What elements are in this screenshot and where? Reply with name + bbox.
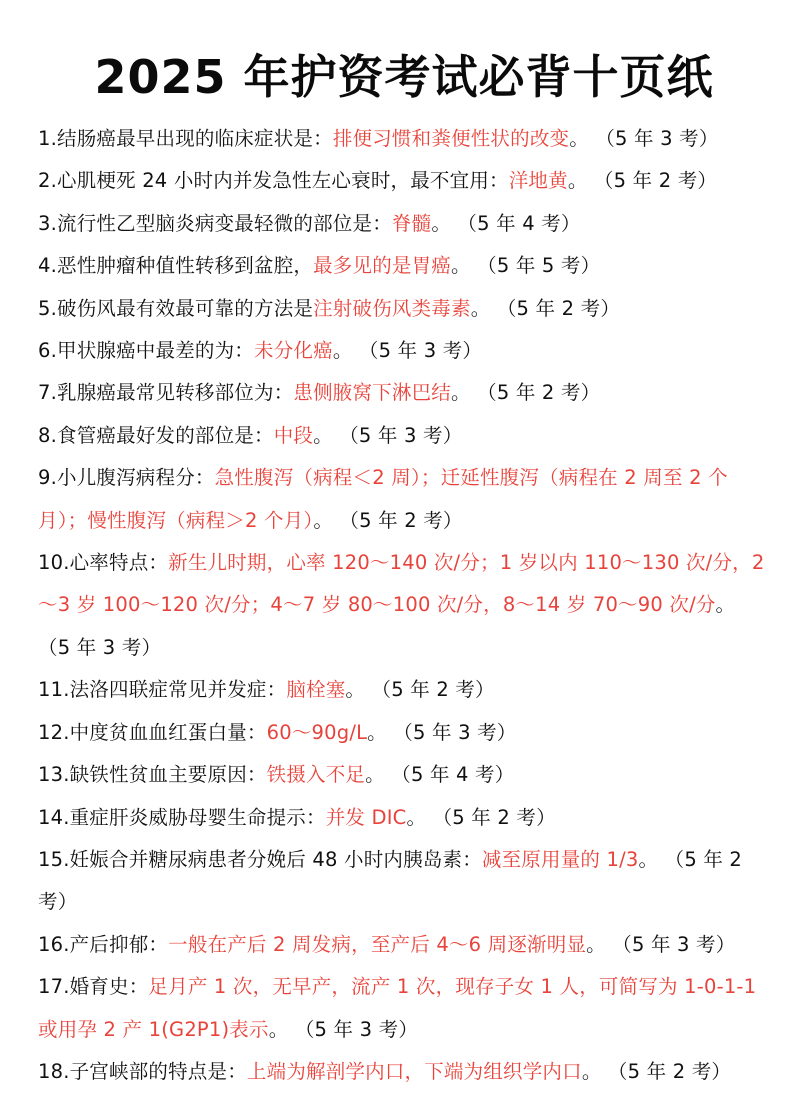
list-item	[38, 203, 770, 245]
list-item	[38, 372, 770, 414]
list-item	[38, 330, 770, 372]
item-frequency: 。 （5 年 4 考）	[431, 211, 581, 235]
item-frequency: 。 （5 年 3 考）	[332, 339, 483, 363]
item-frequency: 。 （5 年 2 考）	[406, 805, 556, 829]
item-answer: 急性腹泻（病程＜2 周）；迁延性腹泻（病程在 2 周至 2 个月）；慢性腹泻（病程＞2 个月）	[38, 466, 728, 532]
item-frequency: 。 （5 年 2 考）	[581, 1059, 732, 1083]
item-list	[38, 118, 770, 1093]
list-item	[38, 924, 770, 966]
item-frequency: 。 （5 年 2 考）	[345, 678, 495, 702]
item-question: 12.中度贫血血红蛋白量：	[38, 720, 267, 744]
list-item	[38, 1051, 770, 1093]
item-frequency: 。 （5 年 5 考）	[451, 254, 601, 278]
item-question: 17.婚育史：	[38, 975, 149, 999]
item-question: 11.法洛四联症常见并发症：	[38, 678, 287, 702]
item-answer: 注射破伤风类毒素	[313, 296, 471, 320]
item-frequency: 。 （5 年 3 考）	[313, 423, 463, 447]
list-item	[38, 160, 770, 202]
item-answer: 脑栓塞	[286, 678, 346, 702]
item-frequency: 。 （5 年 3 考）	[569, 127, 719, 150]
item-frequency: 。 （5 年 3 考）	[38, 593, 736, 659]
item-answer: 一般在产后 2 周发病，至产后 4～6 周逐渐明显	[168, 932, 587, 956]
item-answer: 患侧腋窝下淋巴结	[293, 381, 452, 405]
item-question: 7.乳腺癌最常见转移部位为：	[38, 381, 294, 405]
item-frequency: 。 （5 年 2 考）	[567, 169, 718, 193]
list-item	[38, 712, 770, 754]
item-question: 15.妊娠合并糖尿病患者分娩后 48 小时内胰岛素：	[38, 847, 482, 871]
item-frequency: 。 （5 年 3 考）	[586, 932, 736, 956]
item-question: 1.结肠癌最早出现的临床症状是：	[38, 127, 333, 150]
item-answer: 足月产 1 次，无早产，流产 1 次，现存子女 1 人，可简写为 1-0-1-1 或用孕 2 产 1(G2P1)表示	[38, 975, 757, 1041]
page-title: 2025 年护资考试必背十页纸	[94, 50, 714, 104]
item-question: 8.食管癌最好发的部位是：	[38, 423, 274, 447]
list-item	[38, 245, 770, 287]
item-answer: 中段	[273, 423, 314, 447]
list-item	[38, 966, 770, 1051]
list-item	[38, 542, 770, 669]
item-frequency: 。 （5 年 2 考）	[470, 296, 621, 320]
item-question: 4.恶性肿瘤种值性转移到盆腔，	[38, 254, 314, 278]
list-item	[38, 754, 770, 796]
list-item	[38, 457, 770, 542]
item-frequency: 。 （5 年 2 考）	[313, 508, 463, 532]
item-answer: 60～90g/L	[266, 720, 368, 744]
item-question: 13.缺铁性贫血主要原因：	[38, 763, 267, 787]
item-answer: 减至原用量的 1/3	[481, 847, 639, 871]
list-item	[38, 118, 770, 160]
item-answer: 排便习惯和粪便性状的改变	[332, 127, 570, 150]
item-answer: 未分化癌	[254, 339, 333, 363]
list-item	[38, 797, 770, 839]
item-frequency: 。 （5 年 4 考）	[365, 763, 515, 787]
item-question: 5.破伤风最有效最可靠的方法是	[38, 296, 314, 320]
item-answer: 洋地黄	[508, 169, 568, 193]
item-frequency: 。 （5 年 3 考）	[367, 720, 517, 744]
item-answer: 新生儿时期，心率 120～140 次/分；1 岁以内 110～130 次/分，2～3 岁 100～120 次/分；4～7 岁 80～100 次/分，8～14 岁 70～90 次/分	[38, 551, 765, 617]
item-question: 10.心率特点：	[38, 551, 169, 575]
item-question: 6.甲状腺癌中最差的为：	[38, 339, 255, 363]
item-answer: 铁摄入不足	[266, 763, 366, 787]
item-answer: 上端为解剖学内口，下端为组织学内口	[246, 1059, 582, 1083]
item-question: 14.重症肝炎威胁母婴生命提示：	[38, 805, 326, 829]
item-question: 3.流行性乙型脑炎病变最轻微的部位是：	[38, 211, 392, 235]
list-item	[38, 288, 770, 330]
item-answer: 并发 DIC	[325, 805, 407, 829]
list-item	[38, 415, 770, 457]
item-answer: 最多见的是胃癌	[313, 254, 452, 278]
item-frequency: 。 （5 年 2 考）	[38, 847, 743, 914]
item-question: 2.心肌梗死 24 小时内并发急性左心衰时，最不宜用：	[38, 169, 509, 193]
item-frequency: 。 （5 年 3 考）	[268, 1017, 419, 1041]
item-answer: 脊髓	[391, 211, 432, 235]
item-frequency: 。 （5 年 2 考）	[451, 381, 601, 405]
list-item	[38, 669, 770, 711]
item-question: 9.小儿腹泻病程分：	[38, 466, 215, 490]
list-item	[38, 839, 770, 924]
item-question: 18.子宫峡部的特点是：	[38, 1059, 247, 1083]
item-question: 16.产后抑郁：	[38, 932, 169, 956]
